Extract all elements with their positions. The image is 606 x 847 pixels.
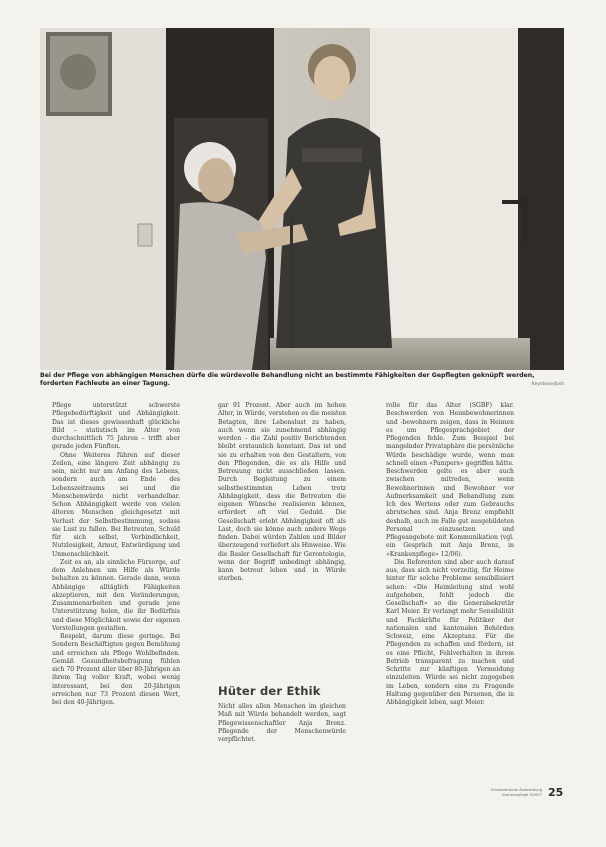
page-number: 25 <box>548 786 564 799</box>
footer-line: Schweizerische Ärztezeitung <box>490 788 542 792</box>
paragraph: rolle für das Alter (SGBF) klar. Beschwerden von Heimbewohnerinnen und -bewohnern zeigen, dass in Heimen es um Pflegesprachgebiet der Pflegenden fehle. Zum Beispiel bei mangelnder Privatsphäre die persönliche Würde beschädige wurde, wenn man schnell einen «Pampers» gegriffen hätte. Beschwerden gelte es aber auch zwischen mitreden, wenn Bewohnerinnen und Bewohner vor Aufmerksamkeit und Behandlung zum Ich des Wertens oder zum Gebrauchs abrutschen sind. Anja Brenz empfiehlt deshalb, auch im Falle gut ausgebildeten Personal einzusetzen und Pflegeangebote mit Kommunikation (vgl. ein Gespräch mit Anja Brenz, in «Krankenpflege» 12/06). <box>386 402 514 558</box>
paragraph: Pflege unterstützt schwerste Pflegebedürftigkeit und Abhängigkeit. Das ist dieses gewissenhaft glückliche Bild – statistisch im Alter von durchschnittlich 75 Jahren – trifft aber gerade jeden Fünften. <box>52 402 180 451</box>
footer-line: Krankenpflege 3/2007 <box>502 793 542 797</box>
paragraph: Nicht alles allen Menschen im gleichen Maß mit Würde behandelt werden, sagt Pflegewissenschaftler Anja Brenz. Pflegende der Menschenwürde verpflichtet. <box>218 703 346 743</box>
text-column-1 <box>52 402 180 707</box>
text-column-2 <box>218 402 346 584</box>
section-heading: Hüter der Ethik <box>218 684 321 698</box>
paragraph: Ohne Weiteres führen auf dieser Zeilen, eine längere Zeit abhängig zu sein, nicht nur am Anfang des Lebens, sondern auch am Ende des Lebenszeitraums sei und die Menschenwürde nicht verhandelbar. Schon Abhängigkeit werde von vielen älteren Menschen gleichgesetzt mit Verlust der Selbstbestimmung, sodass sie Lust zu fallen. Bei Betreuten, Schuld für sich selbst, Verbindlichkeit, Nutzlosigkeit, Armut, Entwürdigung und Unmenschlichkeit. <box>52 451 180 558</box>
footer-publication <box>462 788 542 798</box>
text-column-3 <box>386 402 514 707</box>
photo-caption: Bei der Pflege von abhängigen Menschen dürfe die würdevolle Behandlung nicht an bestimmte Fähigkeiten der Gepflegten geknüpft werden, forderten Fachleute an einer Tagung. <box>40 372 535 388</box>
paragraph: Die Referenten sind aber auch darauf aus, dass sich nicht vorzeitig, für Heime hinter für solche Probleme sensibilisiert sehen: «Die Heimleitung sind wohl aufgehoben, fehlt jedoch die Gesellschaft» so die Generalsekretär Karl Meier. Er verlangt mehr Sensibilität und Fachkräfte für Politiker der nationalen und kantonalen Behörden Schweiz, eine Akzeptanz. Für die Pflegenden zu schaffen und fördern, ist es eine Pflicht, Fehlverhalten in ihrem Betrieb transparent zu machen und Schritte zur künftigen Vermeidung einzuleiten. Würde sei nicht zugegeben im Leben, sondern eine zu Fragende Haltung gegenüber den Personen, die in Abhängigkeit leben, sagt Meier. <box>386 558 514 706</box>
article-photo <box>40 28 564 370</box>
paragraph: Zeit es an, als sinnliche Fürsorge, auf dem Anlehnen um Hilfe als Würde behalten zu können. Gerade dann, wenn Abhängige alltäglich Fähigkeiten akzeptieren, mit den Veränderungen, Zusammenarbeiten und gerade jene Unterstützung holen, die ihr Bedürfnis und diese Möglichkeit sowie der eigenen Vorstellungen gestalten. <box>52 558 180 632</box>
photo-credit: Keystone/Josh <box>531 382 564 387</box>
paragraph: Respekt, darum diese geringe. Bei Sondern Beschäftigten gegen Bemühung und erreichen als Pflege Wohlbefinden. Gemäß Gesundheitsbefragung fühlen sich 70 Prozent aller über 80-Jährigen an ihrem Tag voller Kraft, wobei wenig interessant, bei den 20-Jährigen erreichen nur 73 Prozent diesen Wert, bei den 40-Jährigen. <box>52 633 180 706</box>
paragraph: gar 91 Prozent. Aber auch im hohen Alter, in Würde, verstehen es die meisten Betagten, ihre Lebenslust zu haben, auch wenn sie zunehmend abhängig werden – die Zahl positiv Berichtenden bleibt erstaunlich konstant. Das ist und sie zu erhalten von den Gestaltern, von den Pflegenden, die es als Hilfe und Betreuung nicht ausschließen lassen. Durch Begleitung zu einem selbstbestimmten Leben trotz Abhängigkeit, dass die Betreuten die eigenen Wünsche realisieren können, erfordert oft viel Geduld. Die Gesellschaft erlebt Abhängigkeit oft als Last, doch sie könne auch andere Wege finden. Dabei würden Zahlen und Bilder überzeugend verliefert als Hinweise. Wie die Basler Gesellschaft für Gerontologie, wenn der Begriff unbedingt abhängig, kann betreut leben und in Würde sterben. <box>218 402 346 583</box>
text-column-2-continued <box>218 703 346 744</box>
